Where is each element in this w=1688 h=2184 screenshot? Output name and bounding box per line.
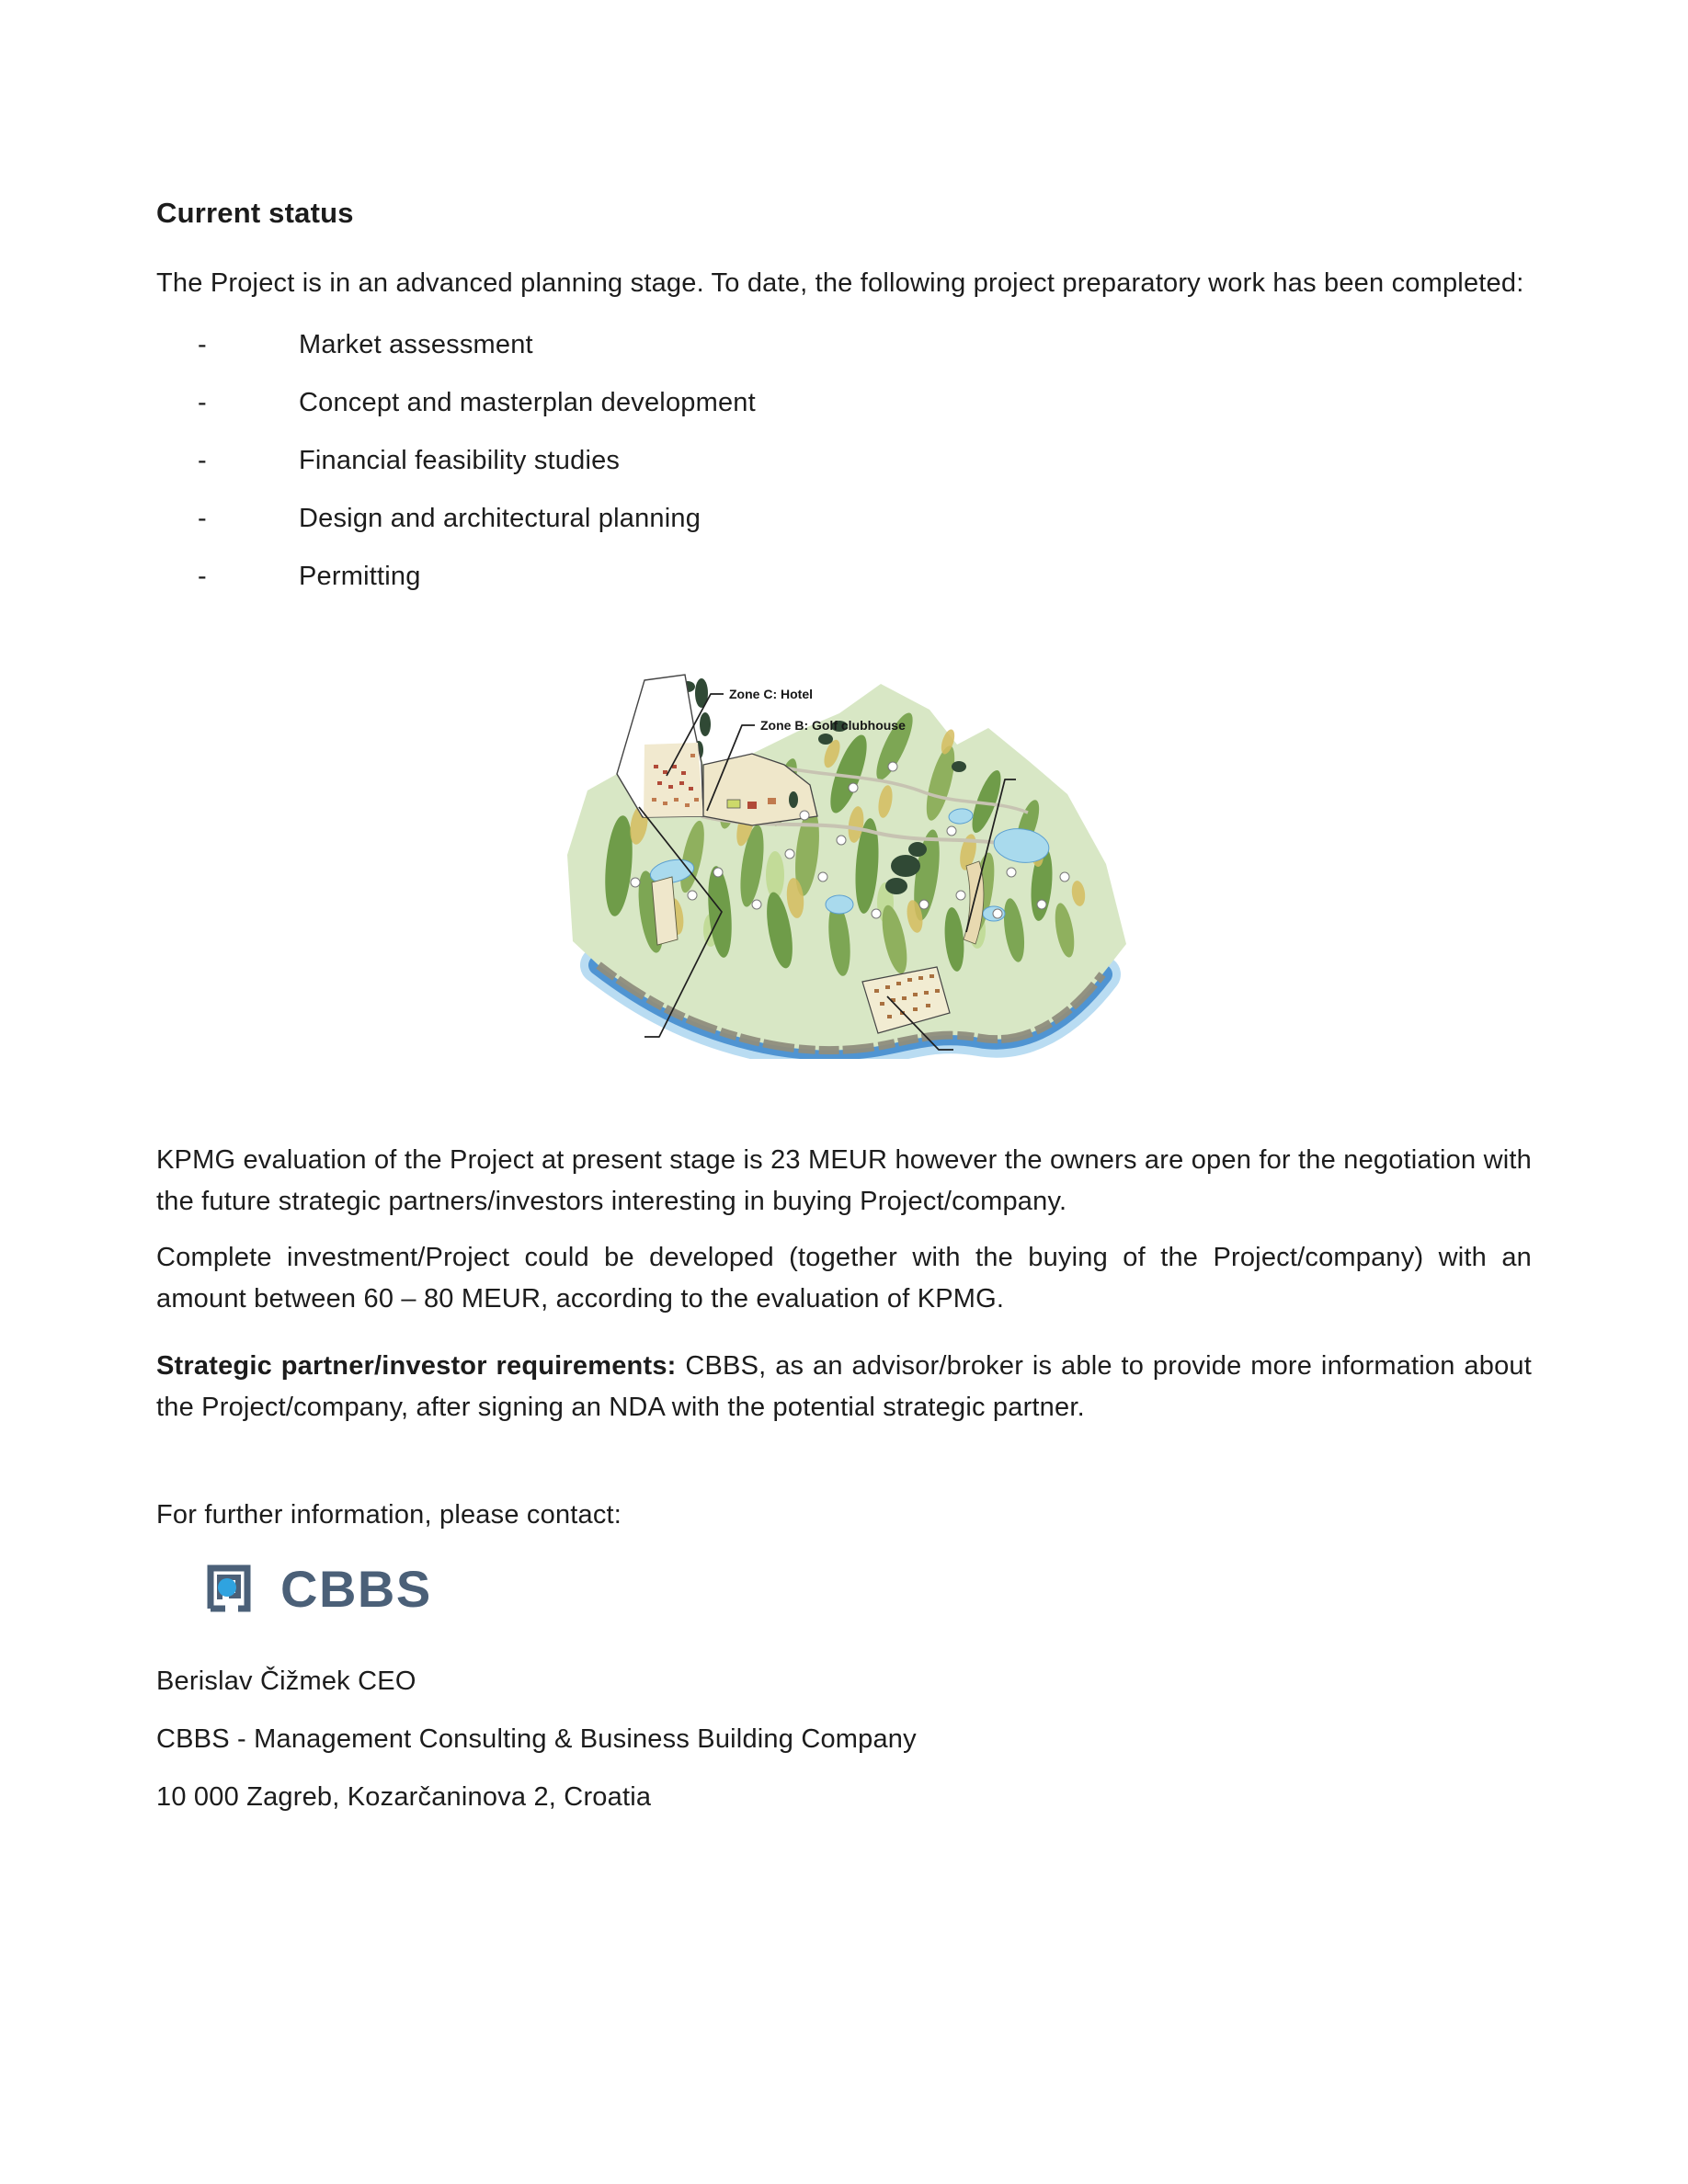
contact-company: CBBS - Management Consulting & Business Building Company xyxy=(156,1724,917,1754)
list-item xyxy=(156,440,1532,482)
list-item xyxy=(156,498,1532,540)
contact-address: 10 000 Zagreb, Kozarčaninova 2, Croatia xyxy=(156,1782,652,1812)
zone-b-label: Zone B: Golf clubhouse xyxy=(760,718,906,733)
section-heading: Current status xyxy=(156,197,354,229)
cbbs-logo-icon xyxy=(198,1559,257,1618)
list-dash: - xyxy=(198,562,207,591)
logo-circle xyxy=(218,1578,236,1597)
list-item-text: Concept and masterplan development xyxy=(299,388,756,417)
list-item-text: Permitting xyxy=(299,562,421,591)
list-item xyxy=(156,556,1532,597)
list-dash: - xyxy=(198,446,207,475)
kpmg-paragraph: KPMG evaluation of the Project at present stage is 23 MEUR however the owners are open for the negotiation with the future strategic partners/investors interesting in buying Project/company. xyxy=(156,1145,1532,1216)
list-dash: - xyxy=(198,388,207,417)
list-item-text: Design and architectural planning xyxy=(299,504,701,533)
investment-paragraph: Complete investment/Project could be developed (together with the buying of the Project/company) with an amount between 60 – 80 MEUR, according to the evaluation of KPMG. xyxy=(156,1243,1532,1314)
masterplan-map xyxy=(564,636,1134,1059)
list-item-text: Financial feasibility studies xyxy=(299,446,621,475)
cbbs-logo xyxy=(198,1556,1532,1621)
masterplan-image xyxy=(564,636,1134,1059)
strategic-paragraph xyxy=(156,1346,1532,1428)
zone-c-label: Zone C: Hotel xyxy=(729,687,813,701)
cbbs-logo-text: CBBS xyxy=(280,1559,432,1618)
contact-intro: For further information, please contact: xyxy=(156,1500,622,1530)
zone-c-area xyxy=(617,675,703,817)
strategic-paragraph-rest: CBBS, as an advisor/broker is able to provide more information about the Project/company, after signing an NDA with the potential strategic partner. xyxy=(156,1351,1532,1422)
list-dash: - xyxy=(198,330,207,359)
list-item xyxy=(156,324,1532,366)
strategic-paragraph-lead: Strategic partner/investor requirements: xyxy=(156,1351,677,1381)
list-item-text: Market assessment xyxy=(299,330,533,359)
list-item xyxy=(156,382,1532,424)
list-dash: - xyxy=(198,504,207,533)
contact-person: Berislav Čižmek CEO xyxy=(156,1666,416,1696)
intro-paragraph: The Project is in an advanced planning stage. To date, the following project preparatory work has been completed: xyxy=(156,268,1524,298)
completed-work-list xyxy=(156,324,1532,597)
